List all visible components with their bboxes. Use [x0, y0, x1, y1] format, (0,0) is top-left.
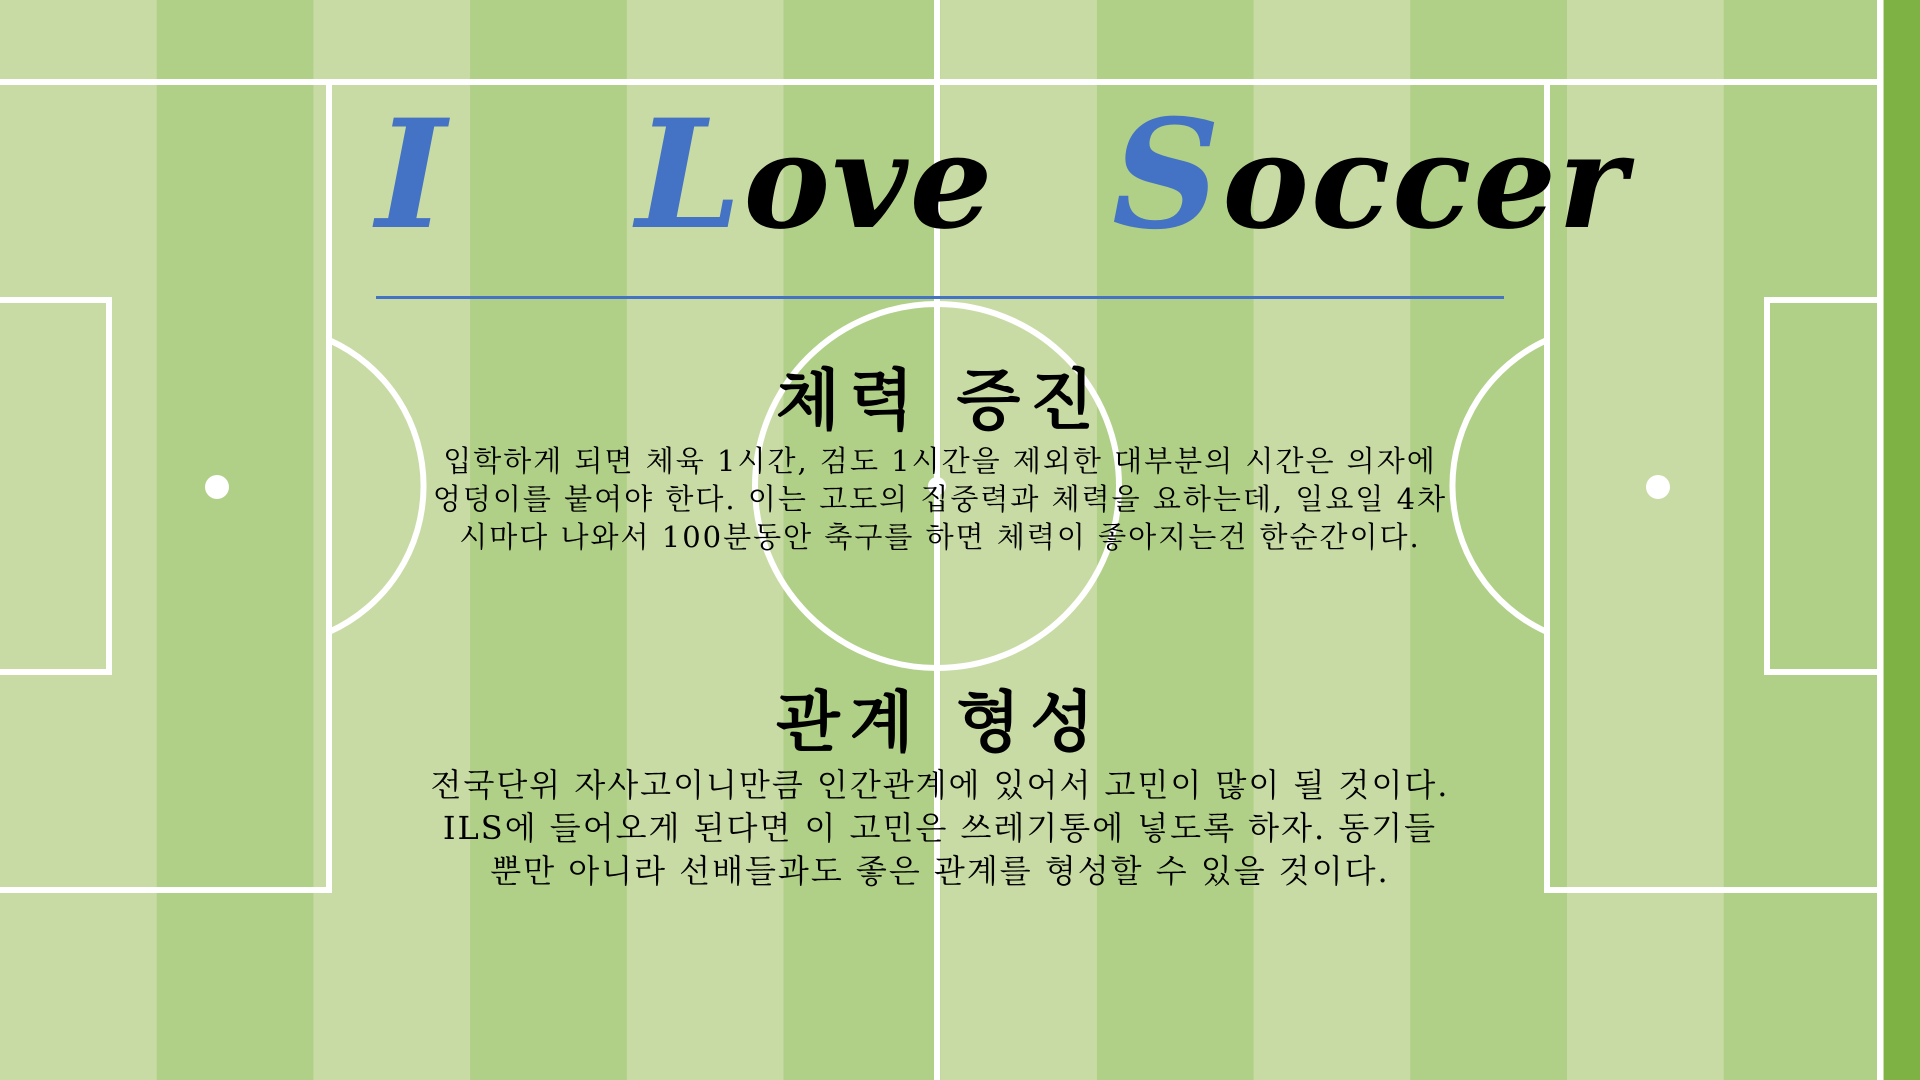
- grass-stripe: [157, 0, 315, 1080]
- title-initial: L: [636, 87, 744, 263]
- section-body: 전국단위 자사고이니만큼 인간관계에 있어서 고민이 많이 될 것이다. ILS에 들어오게 된다면 이 고민은 쓰레기통에 넣도록 하자. 동기들뿐만 아니라 선배들과도 좋은 관계를 형성할 수 있을 것이다.: [430, 766, 1450, 890]
- title-rest: occer: [1222, 105, 1629, 258]
- title-initial: S: [1112, 87, 1223, 263]
- section-body: 입학하게 되면 체육 1시간, 검도 1시간을 제외한 대부분의 시간은 의자에 엉덩이를 붙여야 한다. 이는 고도의 집중력과 체력을 요하는데, 일요일 4차시마다 나와서 100분동안 축구를 하면 체력이 좋아지는건 한순간이다.: [432, 444, 1448, 554]
- section-heading: 관계 형성: [775, 683, 1104, 761]
- grass-stripe: [0, 0, 158, 1080]
- title-word-i: [376, 87, 449, 263]
- title-initial: I: [376, 87, 449, 263]
- title-rest: ove: [743, 105, 995, 258]
- section-relationships: [430, 680, 1450, 893]
- right-penalty-spot: [1646, 475, 1670, 499]
- section-heading: 체력 증진: [775, 361, 1104, 439]
- left-penalty-spot: [205, 475, 229, 499]
- title-underline: [376, 296, 1504, 299]
- section-fitness: [430, 358, 1450, 556]
- field-edge-bar: [1884, 0, 1920, 1080]
- title-word-love: [636, 87, 995, 263]
- title-word-soccer: [1112, 87, 1629, 263]
- grass-stripe: [1724, 0, 1882, 1080]
